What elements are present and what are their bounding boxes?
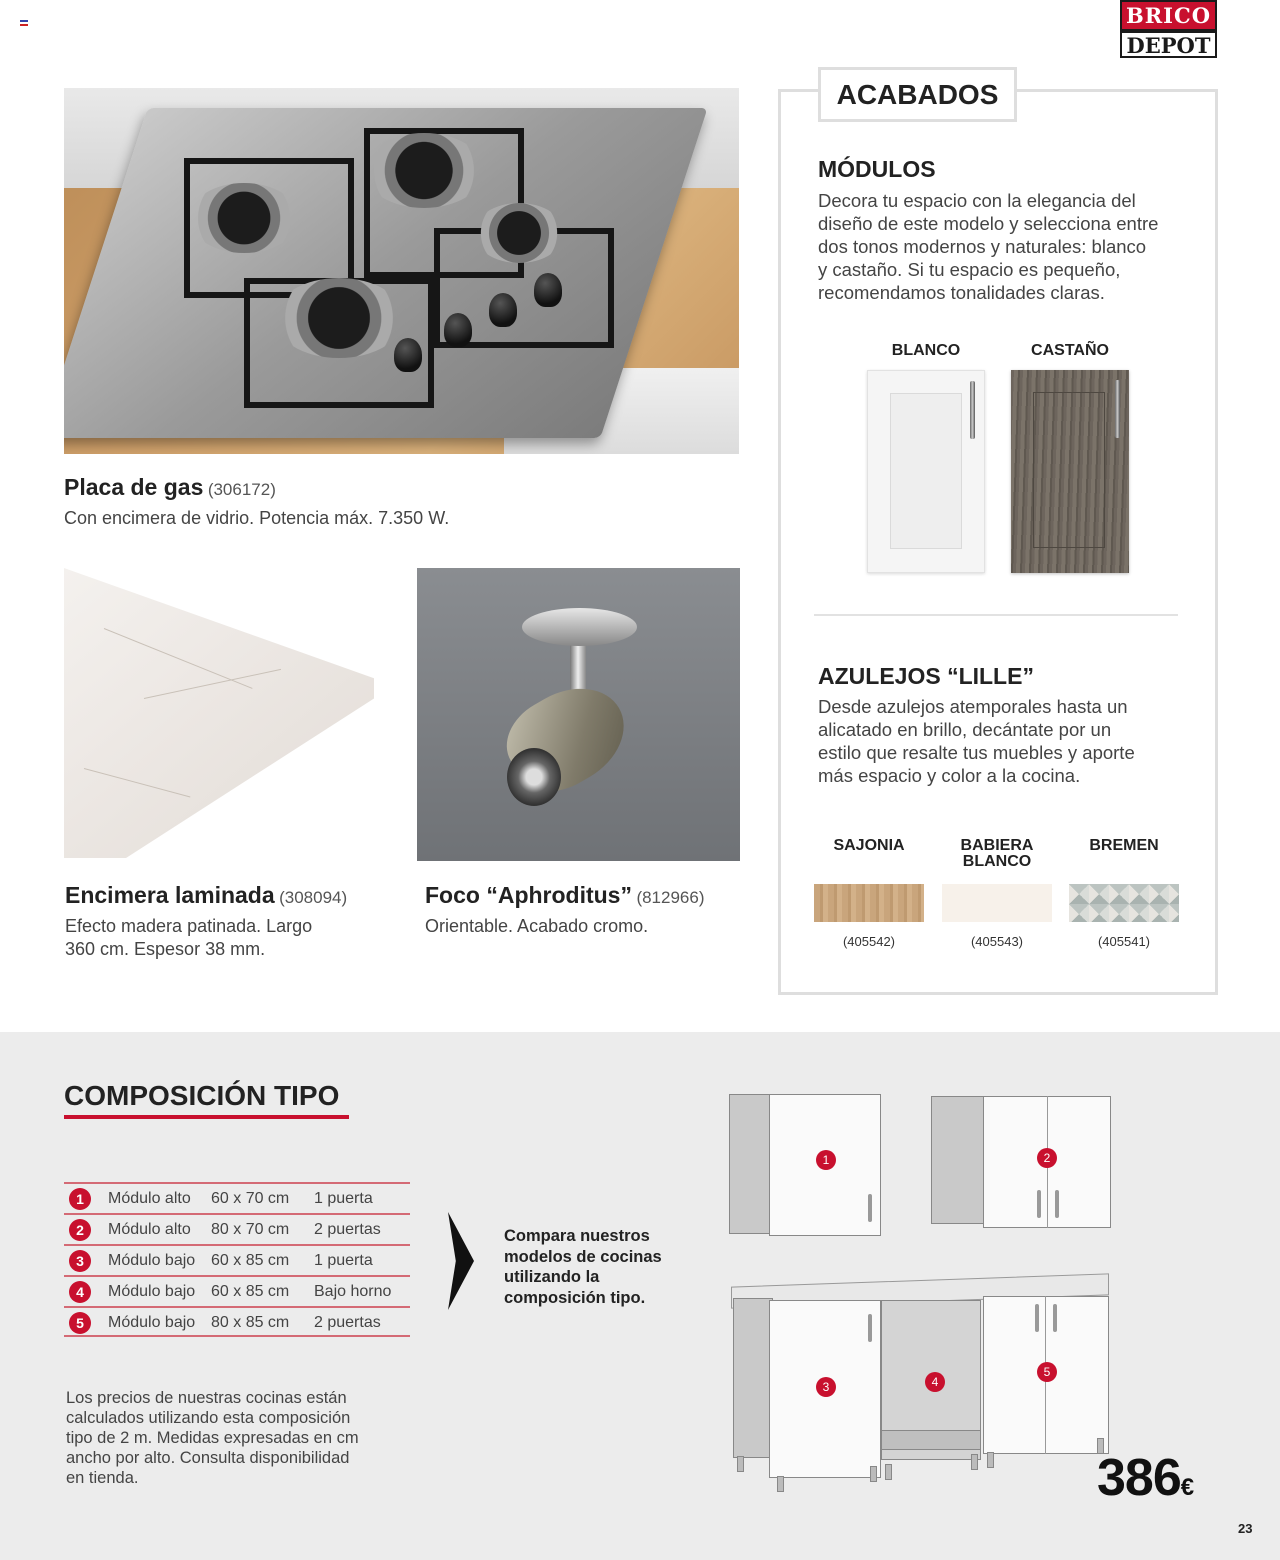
price-tag [1097,1448,1193,1508]
logo-line2: DEPOT [1122,31,1215,56]
price-value: 386 [1097,1449,1181,1507]
table-row: 3 Módulo bajo 60 x 85 cm 1 puerta [64,1244,410,1275]
table-row: 5 Módulo bajo 80 x 85 cm 2 puertas [64,1306,410,1337]
product-name: Encimera laminada [65,882,275,908]
gas-hob-title [64,474,276,501]
spotlight-description: Orientable. Acabado cromo. [425,916,649,936]
price-currency: € [1180,1474,1194,1501]
table-row: 1 Módulo alto 60 x 70 cm 1 puerta [64,1182,410,1213]
product-code: (306172) [207,480,276,499]
composition-title-underline [64,1115,349,1119]
modules-text: Decora tu espacio con la elegancia del diseño de este modelo y selecciona entre dos tonos modernos y naturales: blanco y castaño. Si tu espacio es pequeño, recomendamos tonalidades claras. [818,190,1159,303]
table-row: 2 Módulo alto 80 x 70 cm 2 puertas [64,1213,410,1244]
finishes-tab-label: ACABADOS [818,67,1017,122]
spotlight-title [425,882,705,909]
logo-line1: BRICO [1122,2,1215,29]
compare-callout: Compara nuestros modelos de cocinas utilizando la composición tipo. [504,1227,662,1307]
tile-code-babiera: (405543) [970,934,1024,949]
tiles-title: AZULEJOS “LILLE” [818,663,1034,689]
tile-swatch-bremen [1069,884,1179,922]
tile-label-babiera: BABIERA BLANCO [960,837,1034,870]
module-badge-2: 2 [1037,1148,1057,1168]
product-code: (308094) [279,888,348,907]
tiles-text: Desde azulejos atemporales hasta un alicatado en brillo, decántate por un estilo que resalte tus muebles y aporte más espacio y color a la cocina. [818,696,1135,786]
tile-label-bremen: BREMEN [1089,837,1159,854]
modules-title: MÓDULOS [818,156,936,182]
spotlight-image [417,568,740,861]
row-number-badge: 1 [69,1188,91,1210]
row-number-badge: 5 [69,1312,91,1334]
tile-code-sajonia: (405542) [842,934,896,949]
module-badge-3: 3 [816,1377,836,1397]
row-number-badge: 4 [69,1281,91,1303]
brico-depot-logo [1120,0,1217,58]
page-number: 23 [1238,1521,1253,1536]
composition-table [64,1182,410,1337]
product-name: Placa de gas [64,474,204,500]
product-name: Foco “Aphroditus” [425,882,632,908]
product-code: (812966) [636,888,705,907]
row-number-badge: 2 [69,1219,91,1241]
tile-swatch-sajonia [814,884,924,922]
tile-code-bremen: (405541) [1097,934,1151,949]
row-number-badge: 3 [69,1250,91,1272]
module-badge-4: 4 [925,1372,945,1392]
door-swatch-castano [1011,370,1129,573]
tile-swatch-babiera-blanco [942,884,1052,922]
module-badge-5: 5 [1037,1362,1057,1382]
composition-note: Los precios de nuestras cocinas están calculados utilizando esta composición tipo de 2 m. Medidas expresadas en cm ancho por alto. Consulta disponibilidad en tienda. [66,1389,359,1487]
worktop-title [65,882,347,909]
language-flag-icon [20,20,28,26]
finish-label-castano: CASTAÑO [1031,342,1109,359]
worktop-description: Efecto madera patinada. Largo 360 cm. Espesor 38 mm. [65,916,313,959]
composition-title: COMPOSICIÓN TIPO [64,1080,340,1111]
section-divider [814,614,1178,616]
gas-hob-image [64,88,739,454]
worktop-image [64,568,374,858]
tile-label-sajonia: SAJONIA [833,837,905,854]
door-swatch-blanco [867,370,985,573]
module-badge-1: 1 [816,1150,836,1170]
table-row: 4 Módulo bajo 60 x 85 cm Bajo horno [64,1275,410,1306]
gas-hob-description: Con encimera de vidrio. Potencia máx. 7.350 W. [64,508,450,528]
finish-label-blanco: BLANCO [891,342,961,359]
kitchen-composition-illustration [725,1090,1115,1500]
